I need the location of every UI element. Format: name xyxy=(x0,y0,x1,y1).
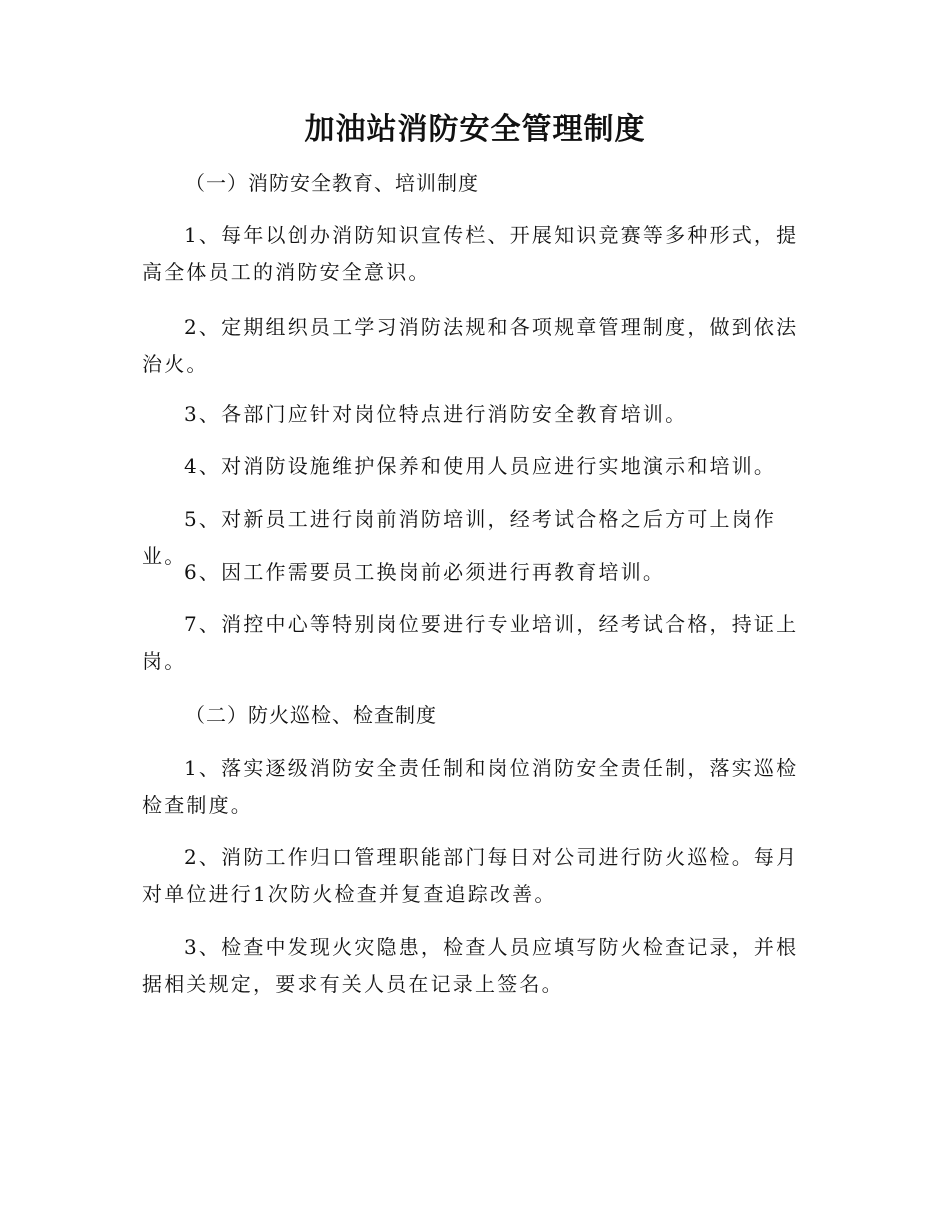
inspection-item-2: 2、消防工作归口管理职能部门每日对公司进行防火巡检。每月对单位进行1次防火检查并复查追踪改善。 xyxy=(142,845,799,906)
section-heading-inspection: （二）防火巡检、检查制度 xyxy=(185,703,437,727)
education-item-4: 4、对消防设施维护保养和使用人员应进行实地演示和培训。 xyxy=(184,454,777,478)
education-item-3: 3、各部门应针对岗位特点进行消防安全教育培训。 xyxy=(184,402,688,426)
education-item-1: 1、每年以创办消防知识宣传栏、开展知识竞赛等多种形式，提高全体员工的消防安全意识。 xyxy=(142,223,799,284)
inspection-item-1: 1、落实逐级消防安全责任制和岗位消防安全责任制，落实巡检检查制度。 xyxy=(142,756,799,817)
document-title: 加油站消防安全管理制度 xyxy=(304,112,646,147)
education-item-6: 6、因工作需要员工换岗前必须进行再教育培训。 xyxy=(184,560,666,584)
education-item-5: 5、对新员工进行岗前消防培训，经考试合格之后方可上岗作业。 xyxy=(142,507,777,568)
education-item-7: 7、消控中心等特别岗位要进行专业培训，经考试合格，持证上岗。 xyxy=(142,612,799,673)
section-heading-education: （一）消防安全教育、培训制度 xyxy=(185,171,479,195)
education-item-2: 2、定期组织员工学习消防法规和各项规章管理制度，做到依法治火。 xyxy=(142,315,799,376)
inspection-item-3: 3、检查中发现火灾隐患，检查人员应填写防火检查记录，并根据相关规定，要求有关人员在记录上签名。 xyxy=(142,935,799,996)
